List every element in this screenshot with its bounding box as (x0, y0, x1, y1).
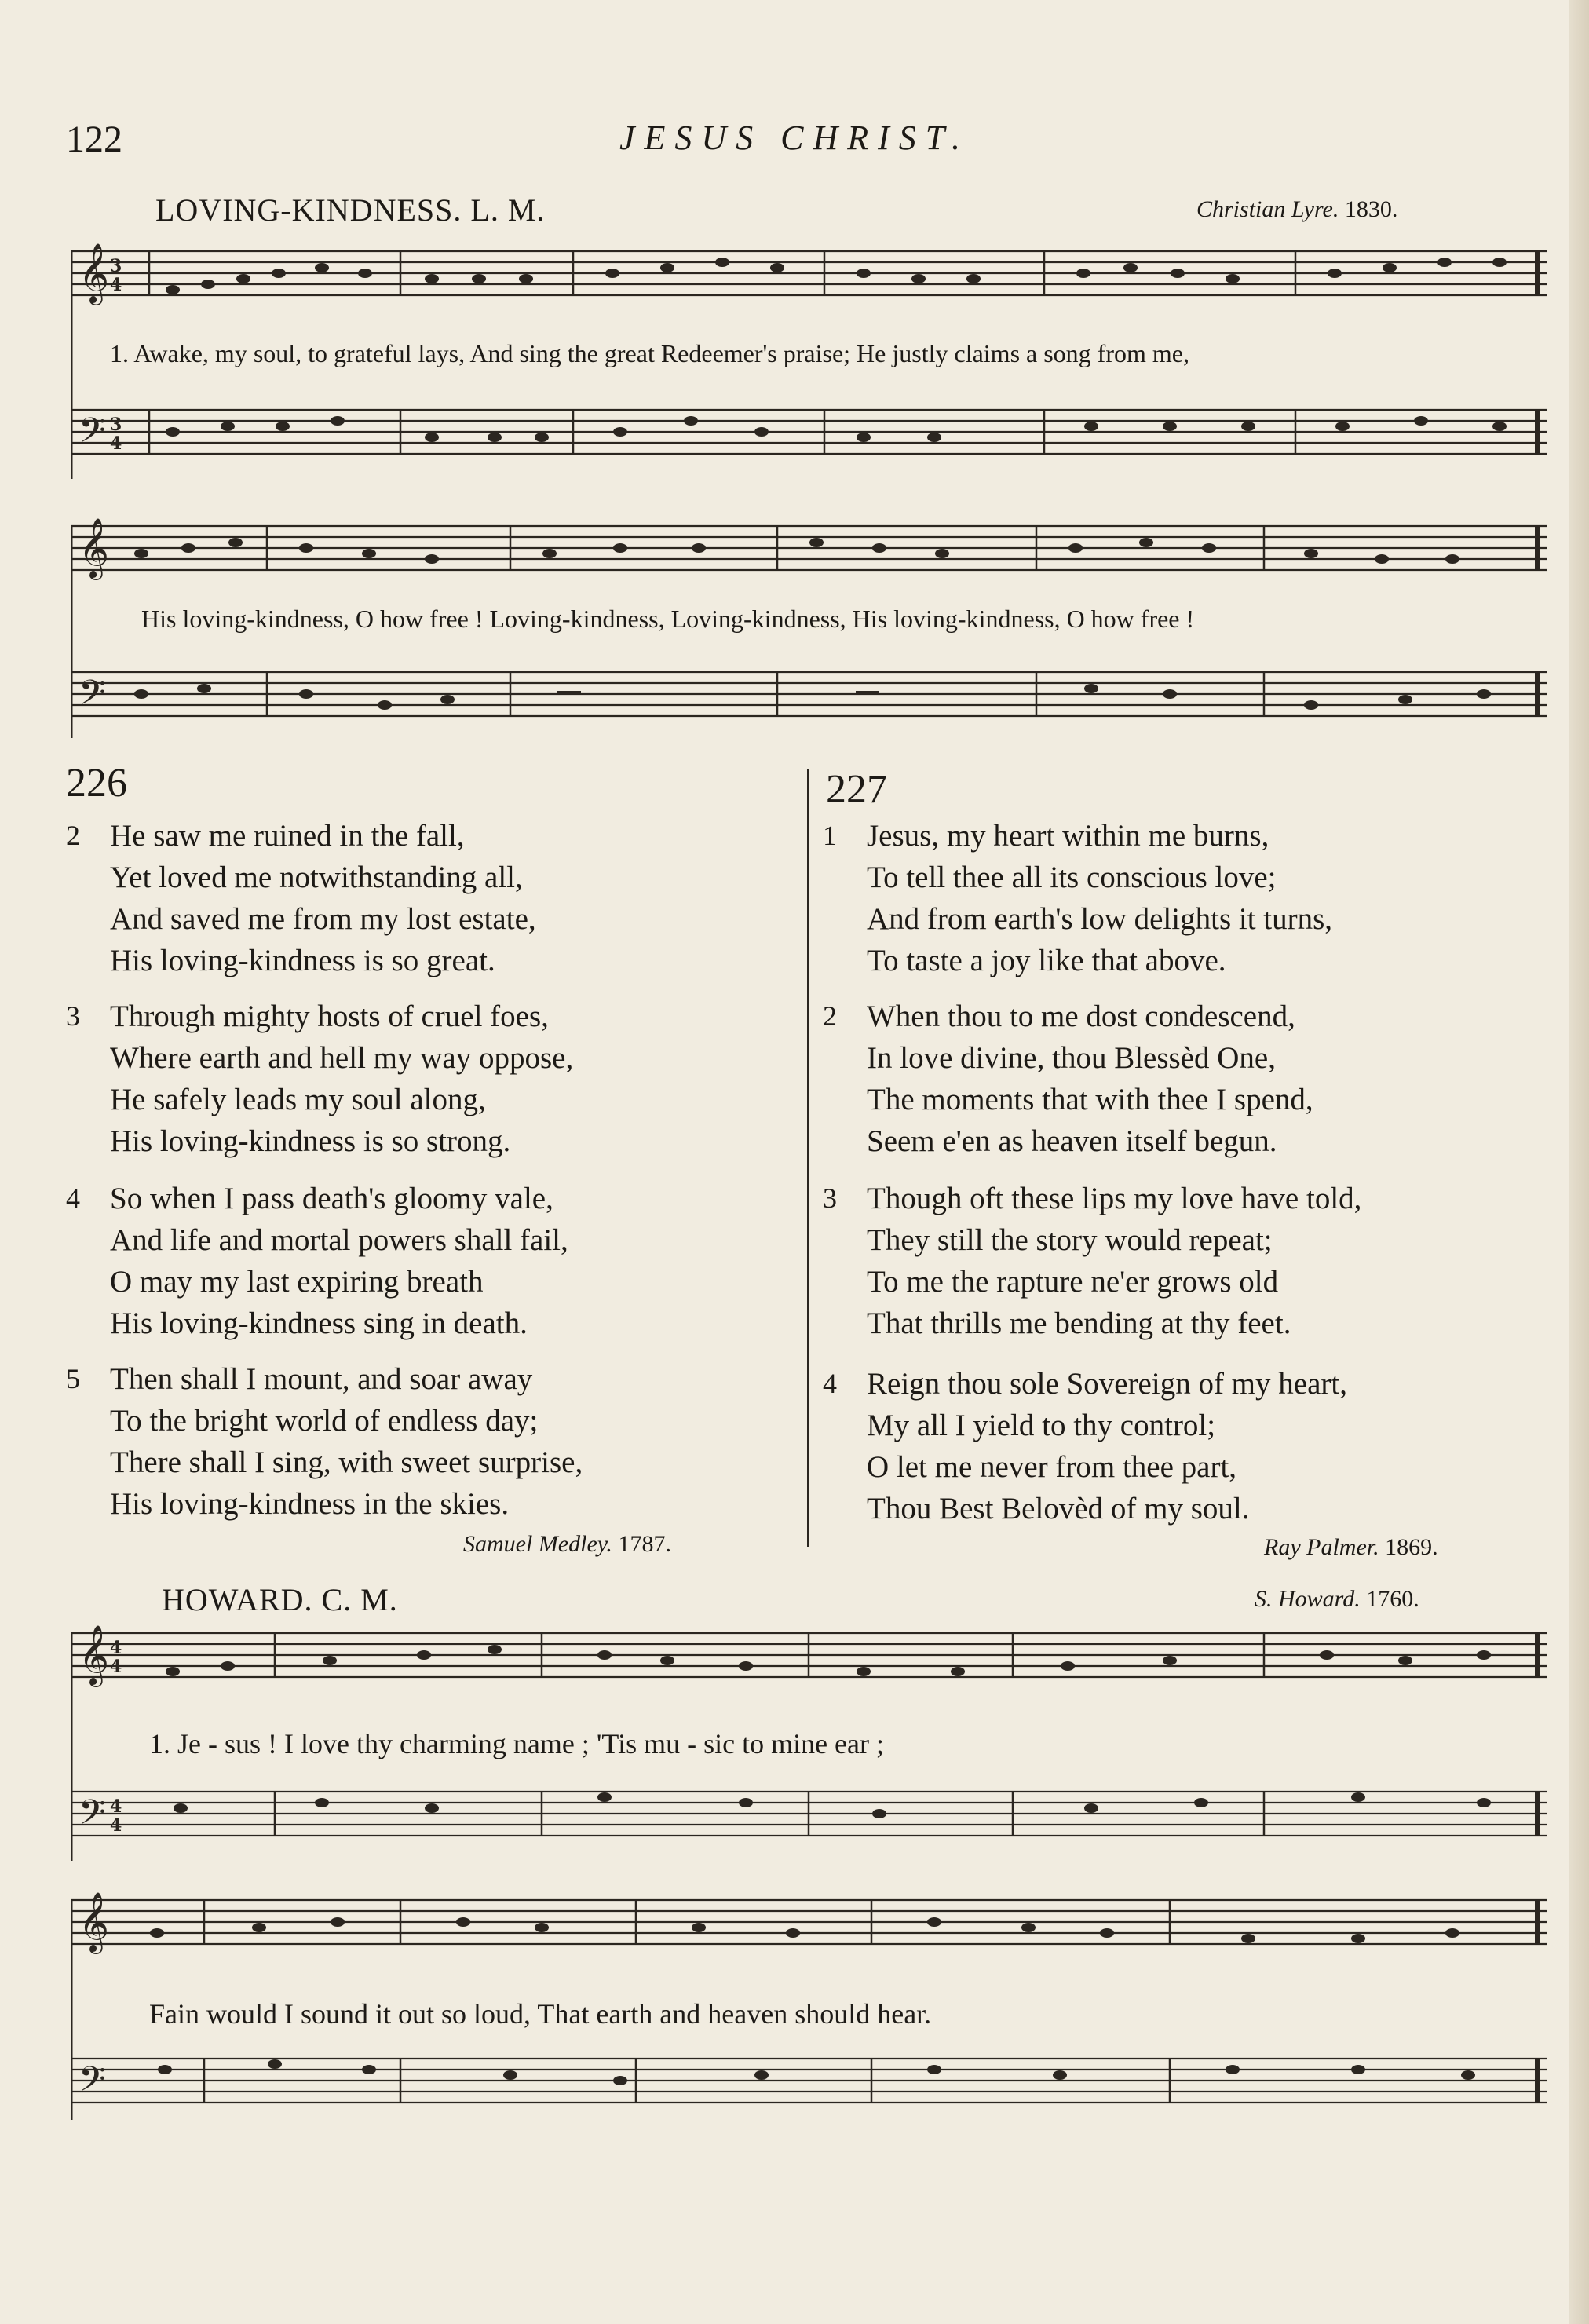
svg-text:4: 4 (110, 1796, 122, 1817)
stanza-number: 3 (66, 1000, 80, 1032)
svg-text:4: 4 (110, 275, 122, 295)
stanza-line: His loving-kindness is so great. (110, 944, 495, 977)
stanza-line: So when I pass death's gloomy vale, (110, 1182, 553, 1215)
hymn-226-author (463, 1531, 671, 1558)
svg-text:4: 4 (110, 1638, 122, 1658)
stanza-line: Reign thou sole Sovereign of my heart, (867, 1367, 1347, 1401)
svg-text:𝄞: 𝄞 (79, 517, 110, 578)
hymn-227-stanza-2 (823, 996, 1313, 1162)
stanza-line: Yet loved me notwithstanding all, (110, 861, 523, 894)
stanza-line: There shall I sing, with sweet surprise, (110, 1445, 583, 1479)
tune-title-loving-kindness: LOVING-KINDNESS. L. M. (155, 192, 546, 228)
hymn-226-stanza-3 (66, 996, 574, 1162)
stanza-number: 5 (66, 1363, 80, 1394)
stanza-number: 4 (66, 1182, 80, 1214)
stanza-number: 3 (823, 1182, 837, 1214)
page-edge (1569, 0, 1589, 2324)
author-year: 1869. (1385, 1534, 1438, 1560)
svg-text:𝄞: 𝄞 (79, 1624, 110, 1685)
stanza-line: Then shall I mount, and soar away (110, 1362, 533, 1396)
stanza-number: 2 (66, 820, 80, 851)
stanza-line: To the bright world of endless day; (110, 1404, 539, 1438)
stanza-line: To me the rapture ne'er grows old (867, 1265, 1279, 1299)
svg-text:𝄞: 𝄞 (79, 1891, 110, 1952)
lyric-line-loving-kindness-1: 1. Awake, my soul, to grateful lays, And sing the great Redeemer's praise; He justly claims a song from me, (110, 339, 1189, 367)
hymn-number-226: 226 (66, 761, 127, 806)
lyric-line-howard-2: Fain would I sound it out so loud, That earth and heaven should hear. (149, 1998, 932, 2030)
stanza-line: And saved me from my lost estate, (110, 902, 536, 936)
music-staff-system-2 (71, 510, 1547, 762)
credit-year: 1760. (1366, 1586, 1419, 1612)
stanza-line: That thrills me bending at thy feet. (867, 1306, 1291, 1340)
svg-text:𝄢: 𝄢 (79, 672, 106, 722)
author-year: 1787. (618, 1531, 671, 1557)
stanza-number: 1 (823, 820, 837, 851)
stanza-line: He safely leads my soul along, (110, 1083, 486, 1116)
column-divider (807, 769, 809, 1547)
stanza-line: And life and mortal powers shall fail, (110, 1223, 568, 1257)
stanza-line: And from earth's low delights it turns, (867, 902, 1333, 936)
stanza-number: 4 (823, 1368, 837, 1399)
hymn-number-227: 227 (826, 767, 887, 812)
author-name: Samuel Medley. (463, 1531, 612, 1557)
lyric-line-howard-1: 1. Je - sus ! I love thy charming name ; 'Tis mu - sic to mine ear ; (149, 1728, 884, 1759)
credit-year: 1830. (1344, 196, 1398, 222)
hymn-226-stanza-2 (66, 815, 536, 981)
stanza-line: He saw me ruined in the fall, (110, 819, 465, 853)
tune-credit-christian-lyre (1196, 196, 1397, 223)
stanza-line: To tell thee all its conscious love; (867, 861, 1277, 894)
stanza-line: In love divine, thou Blessèd One, (867, 1041, 1276, 1075)
hymn-227-stanza-3 (823, 1178, 1362, 1344)
credit-source: S. Howard. (1255, 1586, 1361, 1612)
stanza-line: Jesus, my heart within me burns, (867, 819, 1269, 853)
svg-text:4: 4 (110, 433, 122, 454)
stanza-line: His loving-kindness is so strong. (110, 1124, 511, 1158)
tune-title-howard: HOWARD. C. M. (162, 1582, 398, 1617)
hymn-227-stanza-4 (823, 1363, 1347, 1529)
running-head: JESUS CHRIST. (619, 119, 970, 157)
svg-text:4: 4 (110, 1815, 122, 1836)
tune-credit-howard (1255, 1586, 1419, 1613)
lyric-line-loving-kindness-2: His loving-kindness, O how free ! Loving-kindness, Loving-kindness, His loving-kindness, O how free ! (141, 605, 1195, 633)
stanza-line: His loving-kindness in the skies. (110, 1487, 510, 1521)
hymn-227-stanza-1 (823, 815, 1333, 981)
svg-text:𝄢: 𝄢 (79, 1792, 106, 1841)
svg-text:3: 3 (110, 415, 122, 435)
svg-text:4: 4 (110, 1657, 122, 1677)
stanza-line: Where earth and hell my way oppose, (110, 1041, 574, 1075)
hymn-227-author (1264, 1534, 1438, 1561)
stanza-line: They still the story would repeat; (867, 1223, 1273, 1257)
author-name: Ray Palmer. (1264, 1534, 1379, 1560)
stanza-line: When thou to me dost condescend, (867, 999, 1295, 1033)
stanza-line: His loving-kindness sing in death. (110, 1306, 528, 1340)
svg-text:𝄢: 𝄢 (79, 410, 106, 459)
stanza-line: O may my last expiring breath (110, 1265, 484, 1299)
stanza-line: Thou Best Belovèd of my soul. (867, 1492, 1250, 1526)
stanza-line: My all I yield to thy control; (867, 1409, 1216, 1442)
svg-text:𝄞: 𝄞 (79, 243, 110, 303)
stanza-line: Seem e'en as heaven itself begun. (867, 1124, 1277, 1158)
stanza-line: To taste a joy like that above. (867, 944, 1226, 977)
stanza-line: O let me never from thee part, (867, 1450, 1237, 1484)
hymn-226-stanza-5 (66, 1358, 583, 1525)
credit-source: Christian Lyre. (1196, 196, 1339, 222)
stanza-line: Though oft these lips my love have told, (867, 1182, 1362, 1215)
stanza-line: The moments that with thee I spend, (867, 1083, 1313, 1116)
stanza-line: Through mighty hosts of cruel foes, (110, 999, 549, 1033)
svg-text:3: 3 (110, 256, 122, 276)
page-number: 122 (66, 119, 122, 160)
stanza-number: 2 (823, 1000, 837, 1032)
svg-text:𝄢: 𝄢 (79, 2059, 106, 2108)
hymn-226-stanza-4 (66, 1178, 568, 1344)
